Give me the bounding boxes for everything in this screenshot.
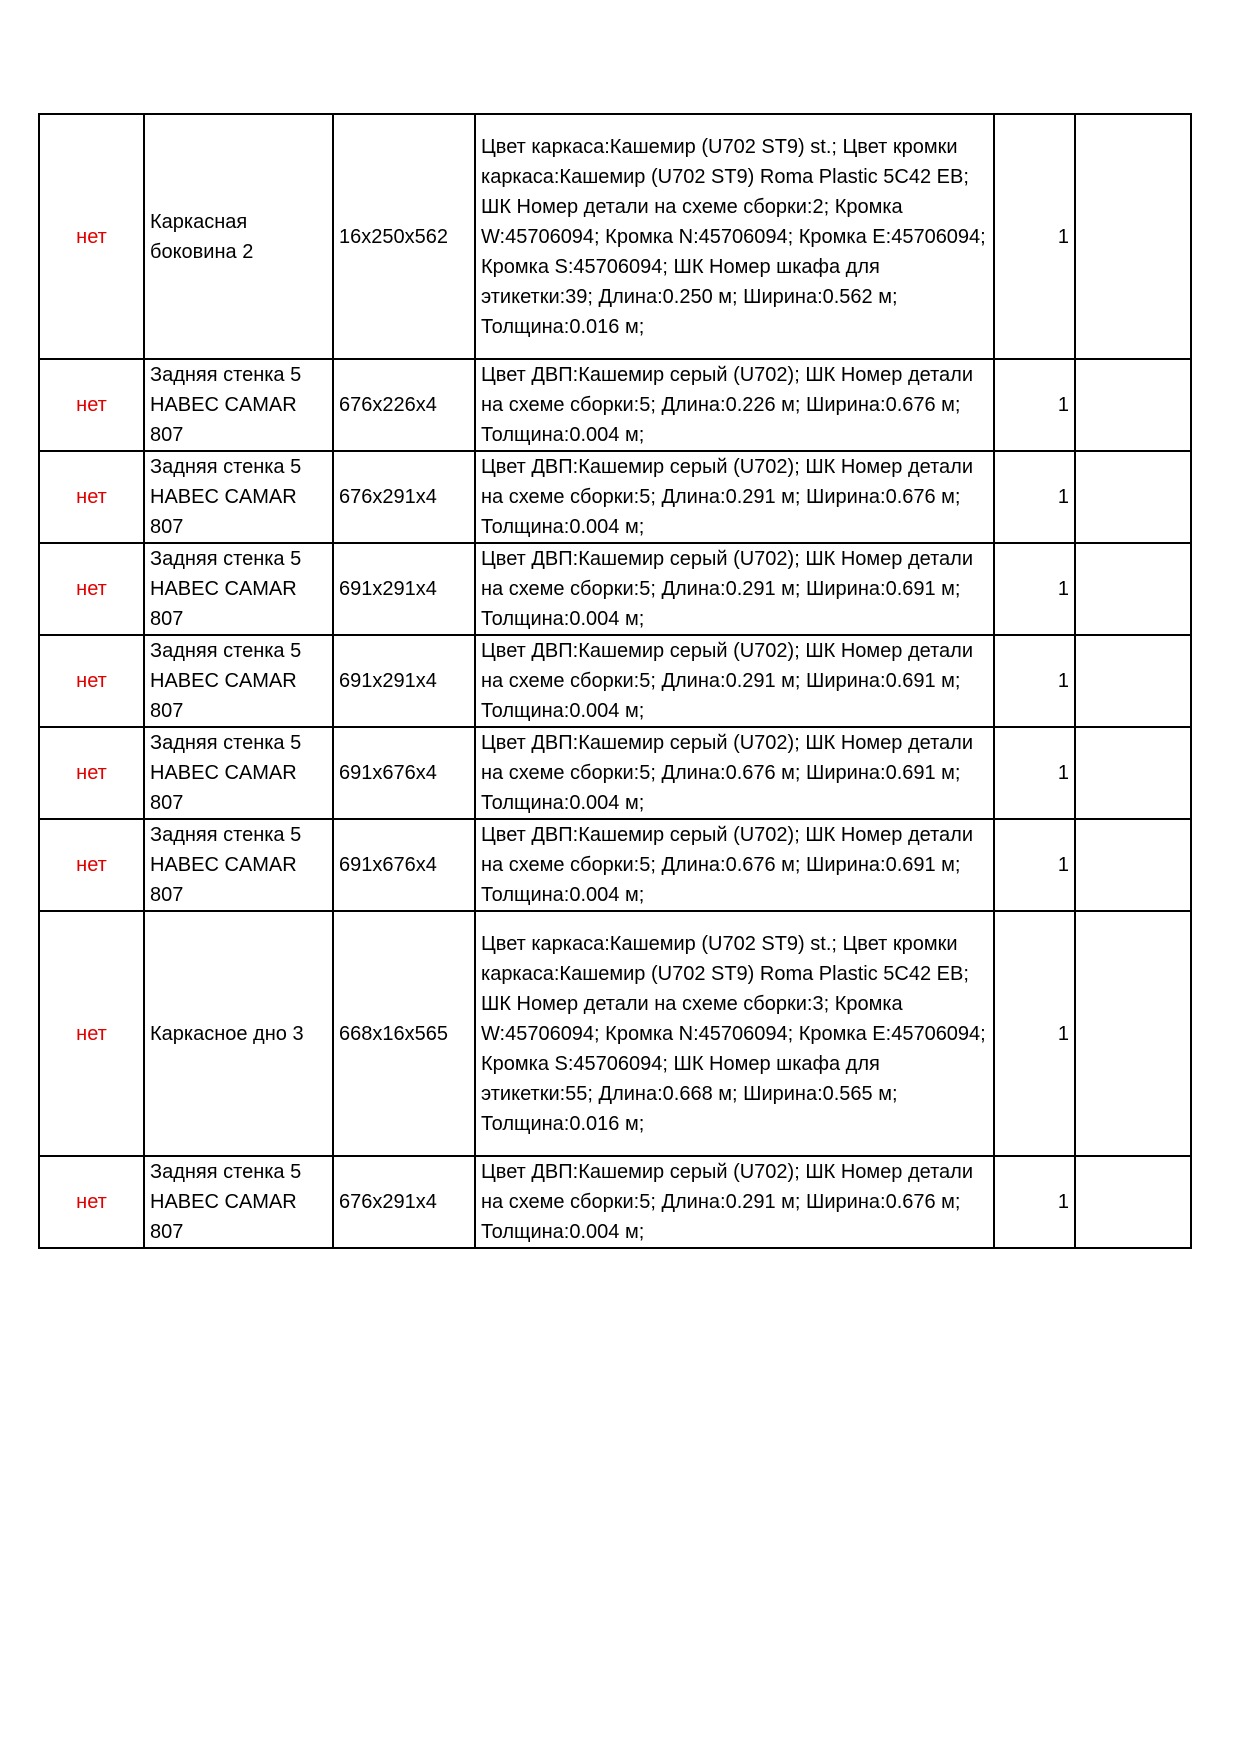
empty-cell xyxy=(1075,819,1191,911)
part-size: 691x676x4 xyxy=(333,819,475,911)
parts-table xyxy=(38,113,1192,1249)
row-flag: нет xyxy=(39,1156,144,1248)
part-size: 676x226x4 xyxy=(333,359,475,451)
empty-cell xyxy=(1075,451,1191,543)
part-name: Каркасное дно 3 xyxy=(144,911,333,1156)
table-row xyxy=(39,911,1191,1156)
table-row xyxy=(39,727,1191,819)
part-name: Задняя стенка 5 HABEC CAMAR 807 xyxy=(144,819,333,911)
part-quantity: 1 xyxy=(994,451,1075,543)
part-size: 676x291x4 xyxy=(333,1156,475,1248)
empty-cell xyxy=(1075,635,1191,727)
part-quantity: 1 xyxy=(994,635,1075,727)
part-size: 16x250x562 xyxy=(333,114,475,359)
part-name: Задняя стенка 5 HABEC CAMAR 807 xyxy=(144,543,333,635)
part-description: Цвет ДВП:Кашемир серый (U702); ШК Номер детали на схеме сборки:5; Длина:0.291 м; Ширина:0.691 м; Толщина:0.004 м; xyxy=(475,543,994,635)
part-name: Задняя стенка 5 HABEC CAMAR 807 xyxy=(144,359,333,451)
part-description: Цвет ДВП:Кашемир серый (U702); ШК Номер детали на схеме сборки:5; Длина:0.676 м; Ширина:0.691 м; Толщина:0.004 м; xyxy=(475,727,994,819)
part-quantity: 1 xyxy=(994,819,1075,911)
part-description: Цвет ДВП:Кашемир серый (U702); ШК Номер детали на схеме сборки:5; Длина:0.291 м; Ширина:0.676 м; Толщина:0.004 м; xyxy=(475,1156,994,1248)
part-quantity: 1 xyxy=(994,911,1075,1156)
part-size: 691x291x4 xyxy=(333,543,475,635)
empty-cell xyxy=(1075,1156,1191,1248)
part-description: Цвет ДВП:Кашемир серый (U702); ШК Номер детали на схеме сборки:5; Длина:0.226 м; Ширина:0.676 м; Толщина:0.004 м; xyxy=(475,359,994,451)
part-description: Цвет ДВП:Кашемир серый (U702); ШК Номер детали на схеме сборки:5; Длина:0.291 м; Ширина:0.691 м; Толщина:0.004 м; xyxy=(475,635,994,727)
part-size: 668x16x565 xyxy=(333,911,475,1156)
table-row xyxy=(39,114,1191,359)
part-name: Каркасная боковина 2 xyxy=(144,114,333,359)
empty-cell xyxy=(1075,114,1191,359)
table-row xyxy=(39,635,1191,727)
empty-cell xyxy=(1075,911,1191,1156)
part-description: Цвет ДВП:Кашемир серый (U702); ШК Номер детали на схеме сборки:5; Длина:0.291 м; Ширина:0.676 м; Толщина:0.004 м; xyxy=(475,451,994,543)
row-flag: нет xyxy=(39,114,144,359)
part-quantity: 1 xyxy=(994,543,1075,635)
part-quantity: 1 xyxy=(994,114,1075,359)
part-description: Цвет каркаса:Кашемир (U702 ST9) st.; Цвет кромки каркаса:Кашемир (U702 ST9) Roma Plastic 5C42 EB; ШК Номер детали на схеме сборки:2; Кромка W:45706094; Кромка N:45706094; Кромка E:45706094; Кромка S:45706094; ШК Номер шкафа для этикетки:39; Длина:0.250 м; Ширина:0.562 м; Толщина:0.016 м; xyxy=(475,114,994,359)
row-flag: нет xyxy=(39,727,144,819)
table-row xyxy=(39,359,1191,451)
part-description: Цвет каркаса:Кашемир (U702 ST9) st.; Цвет кромки каркаса:Кашемир (U702 ST9) Roma Plastic 5C42 EB; ШК Номер детали на схеме сборки:3; Кромка W:45706094; Кромка N:45706094; Кромка E:45706094; Кромка S:45706094; ШК Номер шкафа для этикетки:55; Длина:0.668 м; Ширина:0.565 м; Толщина:0.016 м; xyxy=(475,911,994,1156)
table-row xyxy=(39,819,1191,911)
part-quantity: 1 xyxy=(994,359,1075,451)
part-quantity: 1 xyxy=(994,1156,1075,1248)
empty-cell xyxy=(1075,359,1191,451)
part-name: Задняя стенка 5 HABEC CAMAR 807 xyxy=(144,1156,333,1248)
row-flag: нет xyxy=(39,543,144,635)
part-name: Задняя стенка 5 HABEC CAMAR 807 xyxy=(144,727,333,819)
part-size: 691x291x4 xyxy=(333,635,475,727)
table-row xyxy=(39,451,1191,543)
empty-cell xyxy=(1075,543,1191,635)
part-quantity: 1 xyxy=(994,727,1075,819)
row-flag: нет xyxy=(39,911,144,1156)
empty-cell xyxy=(1075,727,1191,819)
part-size: 691x676x4 xyxy=(333,727,475,819)
row-flag: нет xyxy=(39,635,144,727)
row-flag: нет xyxy=(39,819,144,911)
part-name: Задняя стенка 5 HABEC CAMAR 807 xyxy=(144,635,333,727)
table-row xyxy=(39,543,1191,635)
part-description: Цвет ДВП:Кашемир серый (U702); ШК Номер детали на схеме сборки:5; Длина:0.676 м; Ширина:0.691 м; Толщина:0.004 м; xyxy=(475,819,994,911)
row-flag: нет xyxy=(39,359,144,451)
part-size: 676x291x4 xyxy=(333,451,475,543)
row-flag: нет xyxy=(39,451,144,543)
table-row xyxy=(39,1156,1191,1248)
part-name: Задняя стенка 5 HABEC CAMAR 807 xyxy=(144,451,333,543)
